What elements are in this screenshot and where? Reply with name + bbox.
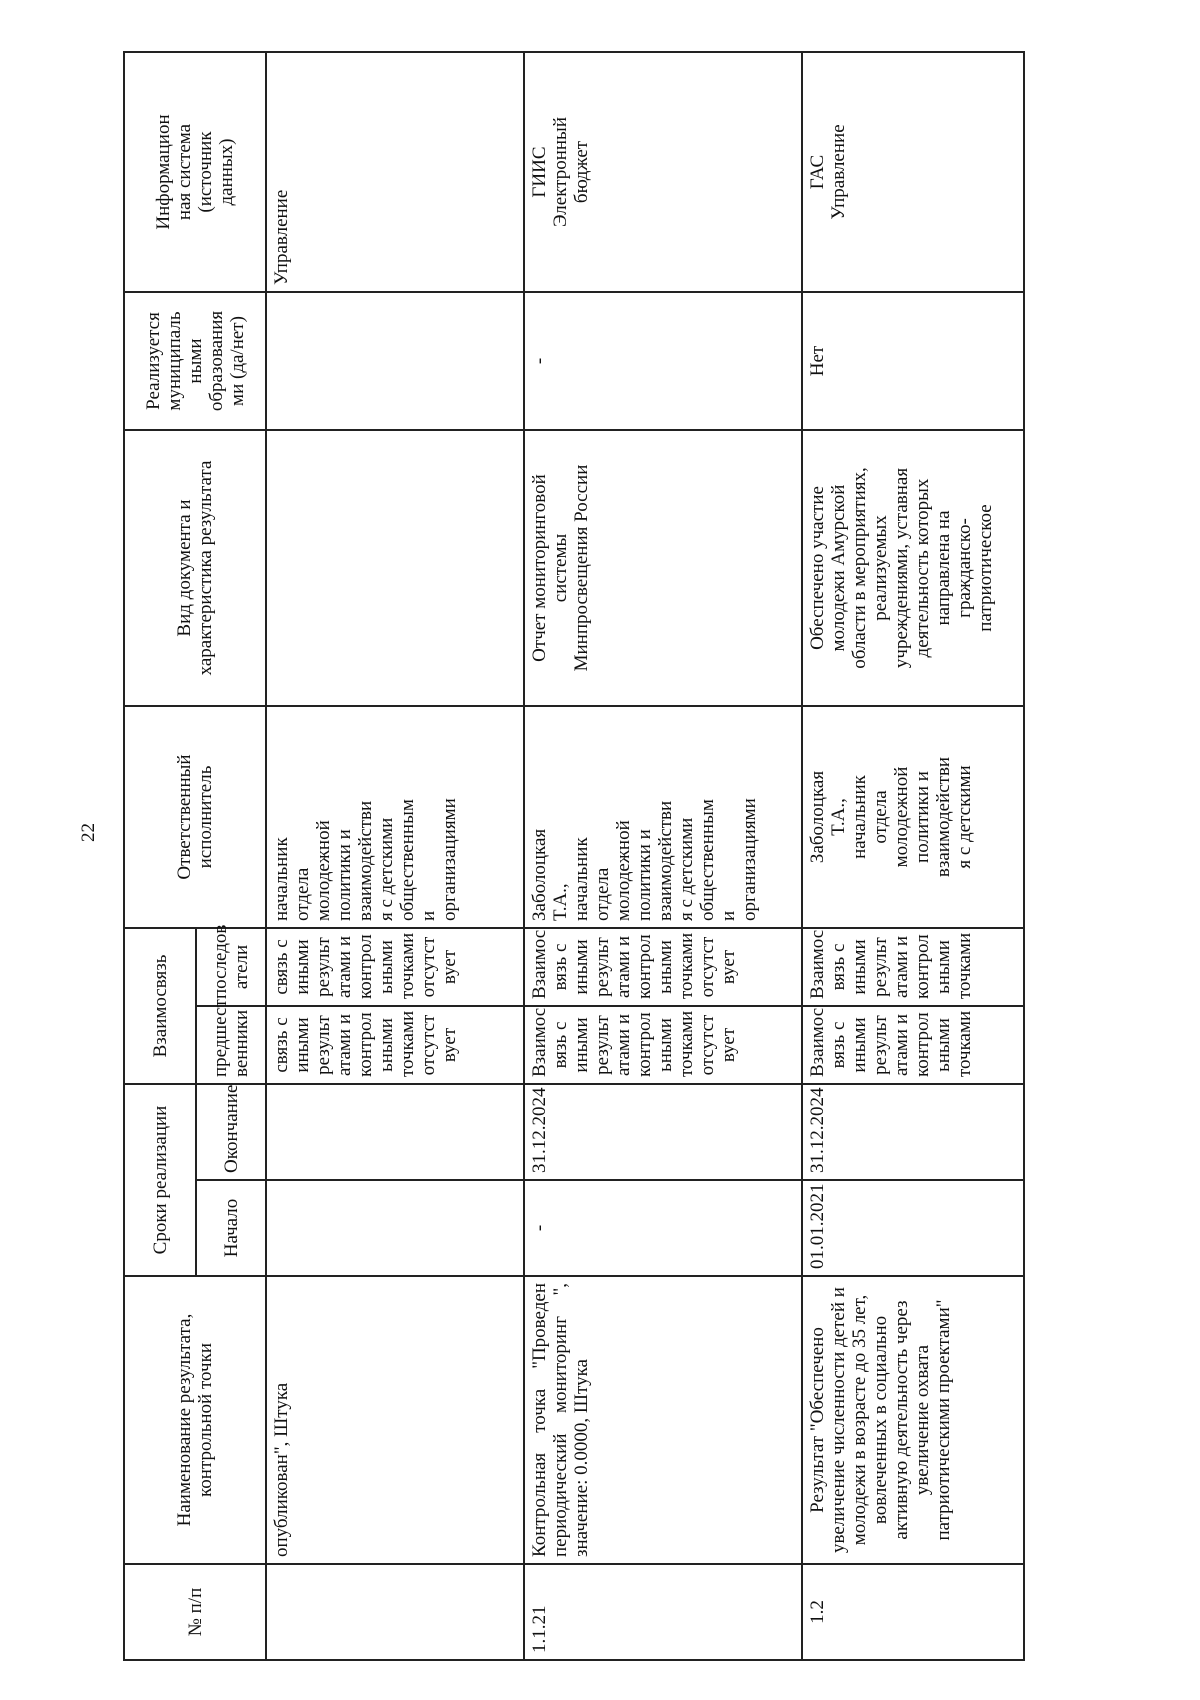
header-info-system: Информацион ная система (источник данных) bbox=[124, 52, 266, 292]
cell-municipal: - bbox=[524, 292, 802, 430]
cell-predecessors: Взаимос вязь с иными результ атами и контрол ьными точками bbox=[802, 1006, 1024, 1084]
header-terms: Сроки реализации bbox=[124, 1084, 196, 1276]
cell-municipal: Нет bbox=[802, 292, 1024, 430]
cell-end bbox=[266, 1084, 524, 1180]
cell-name: опубликован", Штука bbox=[266, 1276, 524, 1564]
cell-responsible: Заболоцкая Т.А., начальник отдела молодежной политики и взаимодействи я с детскими bbox=[802, 706, 1024, 928]
results-table bbox=[123, 51, 1025, 1661]
cell-successors: Взаимос вязь с иными результ атами и контрол ьными точками отсутст вует bbox=[524, 928, 802, 1006]
cell-successors: Взаимос вязь с иными результ атами и контрол ьными точками bbox=[802, 928, 1024, 1006]
cell-num: 1.1.21 bbox=[524, 1564, 802, 1660]
table-header bbox=[124, 52, 266, 1660]
table-row bbox=[802, 52, 1024, 1660]
cell-start bbox=[266, 1180, 524, 1276]
cell-document: Обеспечено участие молодежи Амурской области в мероприятиях, реализуемых учреждениями, уставная деятельность которых направлена на гражданско- патриотическое bbox=[802, 430, 1024, 706]
cell-document bbox=[266, 430, 524, 706]
table-row bbox=[266, 52, 524, 1660]
header-end: Окончание bbox=[196, 1084, 266, 1180]
cell-info-system: Управление bbox=[266, 52, 524, 292]
header-num: № п/п bbox=[124, 1564, 266, 1660]
cell-responsible: начальник отдела молодежной политики и взаимодействи я с детскими общественным и организациями bbox=[266, 706, 524, 928]
cell-num: 1.2 bbox=[802, 1564, 1024, 1660]
cell-num bbox=[266, 1564, 524, 1660]
header-document: Вид документа и характеристика результата bbox=[124, 430, 266, 706]
header-link: Взаимосвязь bbox=[124, 928, 196, 1084]
cell-start: - bbox=[524, 1180, 802, 1276]
cell-name: Контрольная точка "Проведен периодический мониторинг ", значение: 0.0000, Штука bbox=[524, 1276, 802, 1564]
header-successors: последов атели bbox=[196, 928, 266, 1006]
table-row bbox=[524, 52, 802, 1660]
rotated-table-container bbox=[123, 53, 1175, 1661]
header-municipal: Реализуется муниципаль ными образования ми (да/нет) bbox=[124, 292, 266, 430]
header-name: Наименование результата, контрольной точки bbox=[124, 1276, 266, 1564]
cell-name: Результат "Обеспечено увеличение численности детей и молодежи в возрасте до 35 лет, вовлеченных в социально активную деятельность через увеличение охвата патриотическими проектами" bbox=[802, 1276, 1024, 1564]
cell-end: 31.12.2024 bbox=[802, 1084, 1024, 1180]
cell-document: Отчет мониторинговой системы Минпросвещения России bbox=[524, 430, 802, 706]
cell-responsible: Заболоцкая Т.А., начальник отдела молодежной политики и взаимодействи я с детскими общественным и организациями bbox=[524, 706, 802, 928]
header-start: Начало bbox=[196, 1180, 266, 1276]
cell-municipal bbox=[266, 292, 524, 430]
header-predecessors: предшест венники bbox=[196, 1006, 266, 1084]
header-responsible: Ответственный исполнитель bbox=[124, 706, 266, 928]
cell-info-system: ГИИС Электронный бюджет bbox=[524, 52, 802, 292]
cell-info-system: ГАС Управление bbox=[802, 52, 1024, 292]
table-body bbox=[266, 52, 1024, 1660]
cell-predecessors: связь с иными результ атами и контрол ьными точками отсутст вует bbox=[266, 1006, 524, 1084]
cell-start: 01.01.2021 bbox=[802, 1180, 1024, 1276]
cell-predecessors: Взаимос вязь с иными результ атами и контрол ьными точками отсутст вует bbox=[524, 1006, 802, 1084]
page-number: 22 bbox=[78, 823, 99, 842]
cell-successors: связь с иными результ атами и контрол ьными точками отсутст вует bbox=[266, 928, 524, 1006]
cell-end: 31.12.2024 bbox=[524, 1084, 802, 1180]
